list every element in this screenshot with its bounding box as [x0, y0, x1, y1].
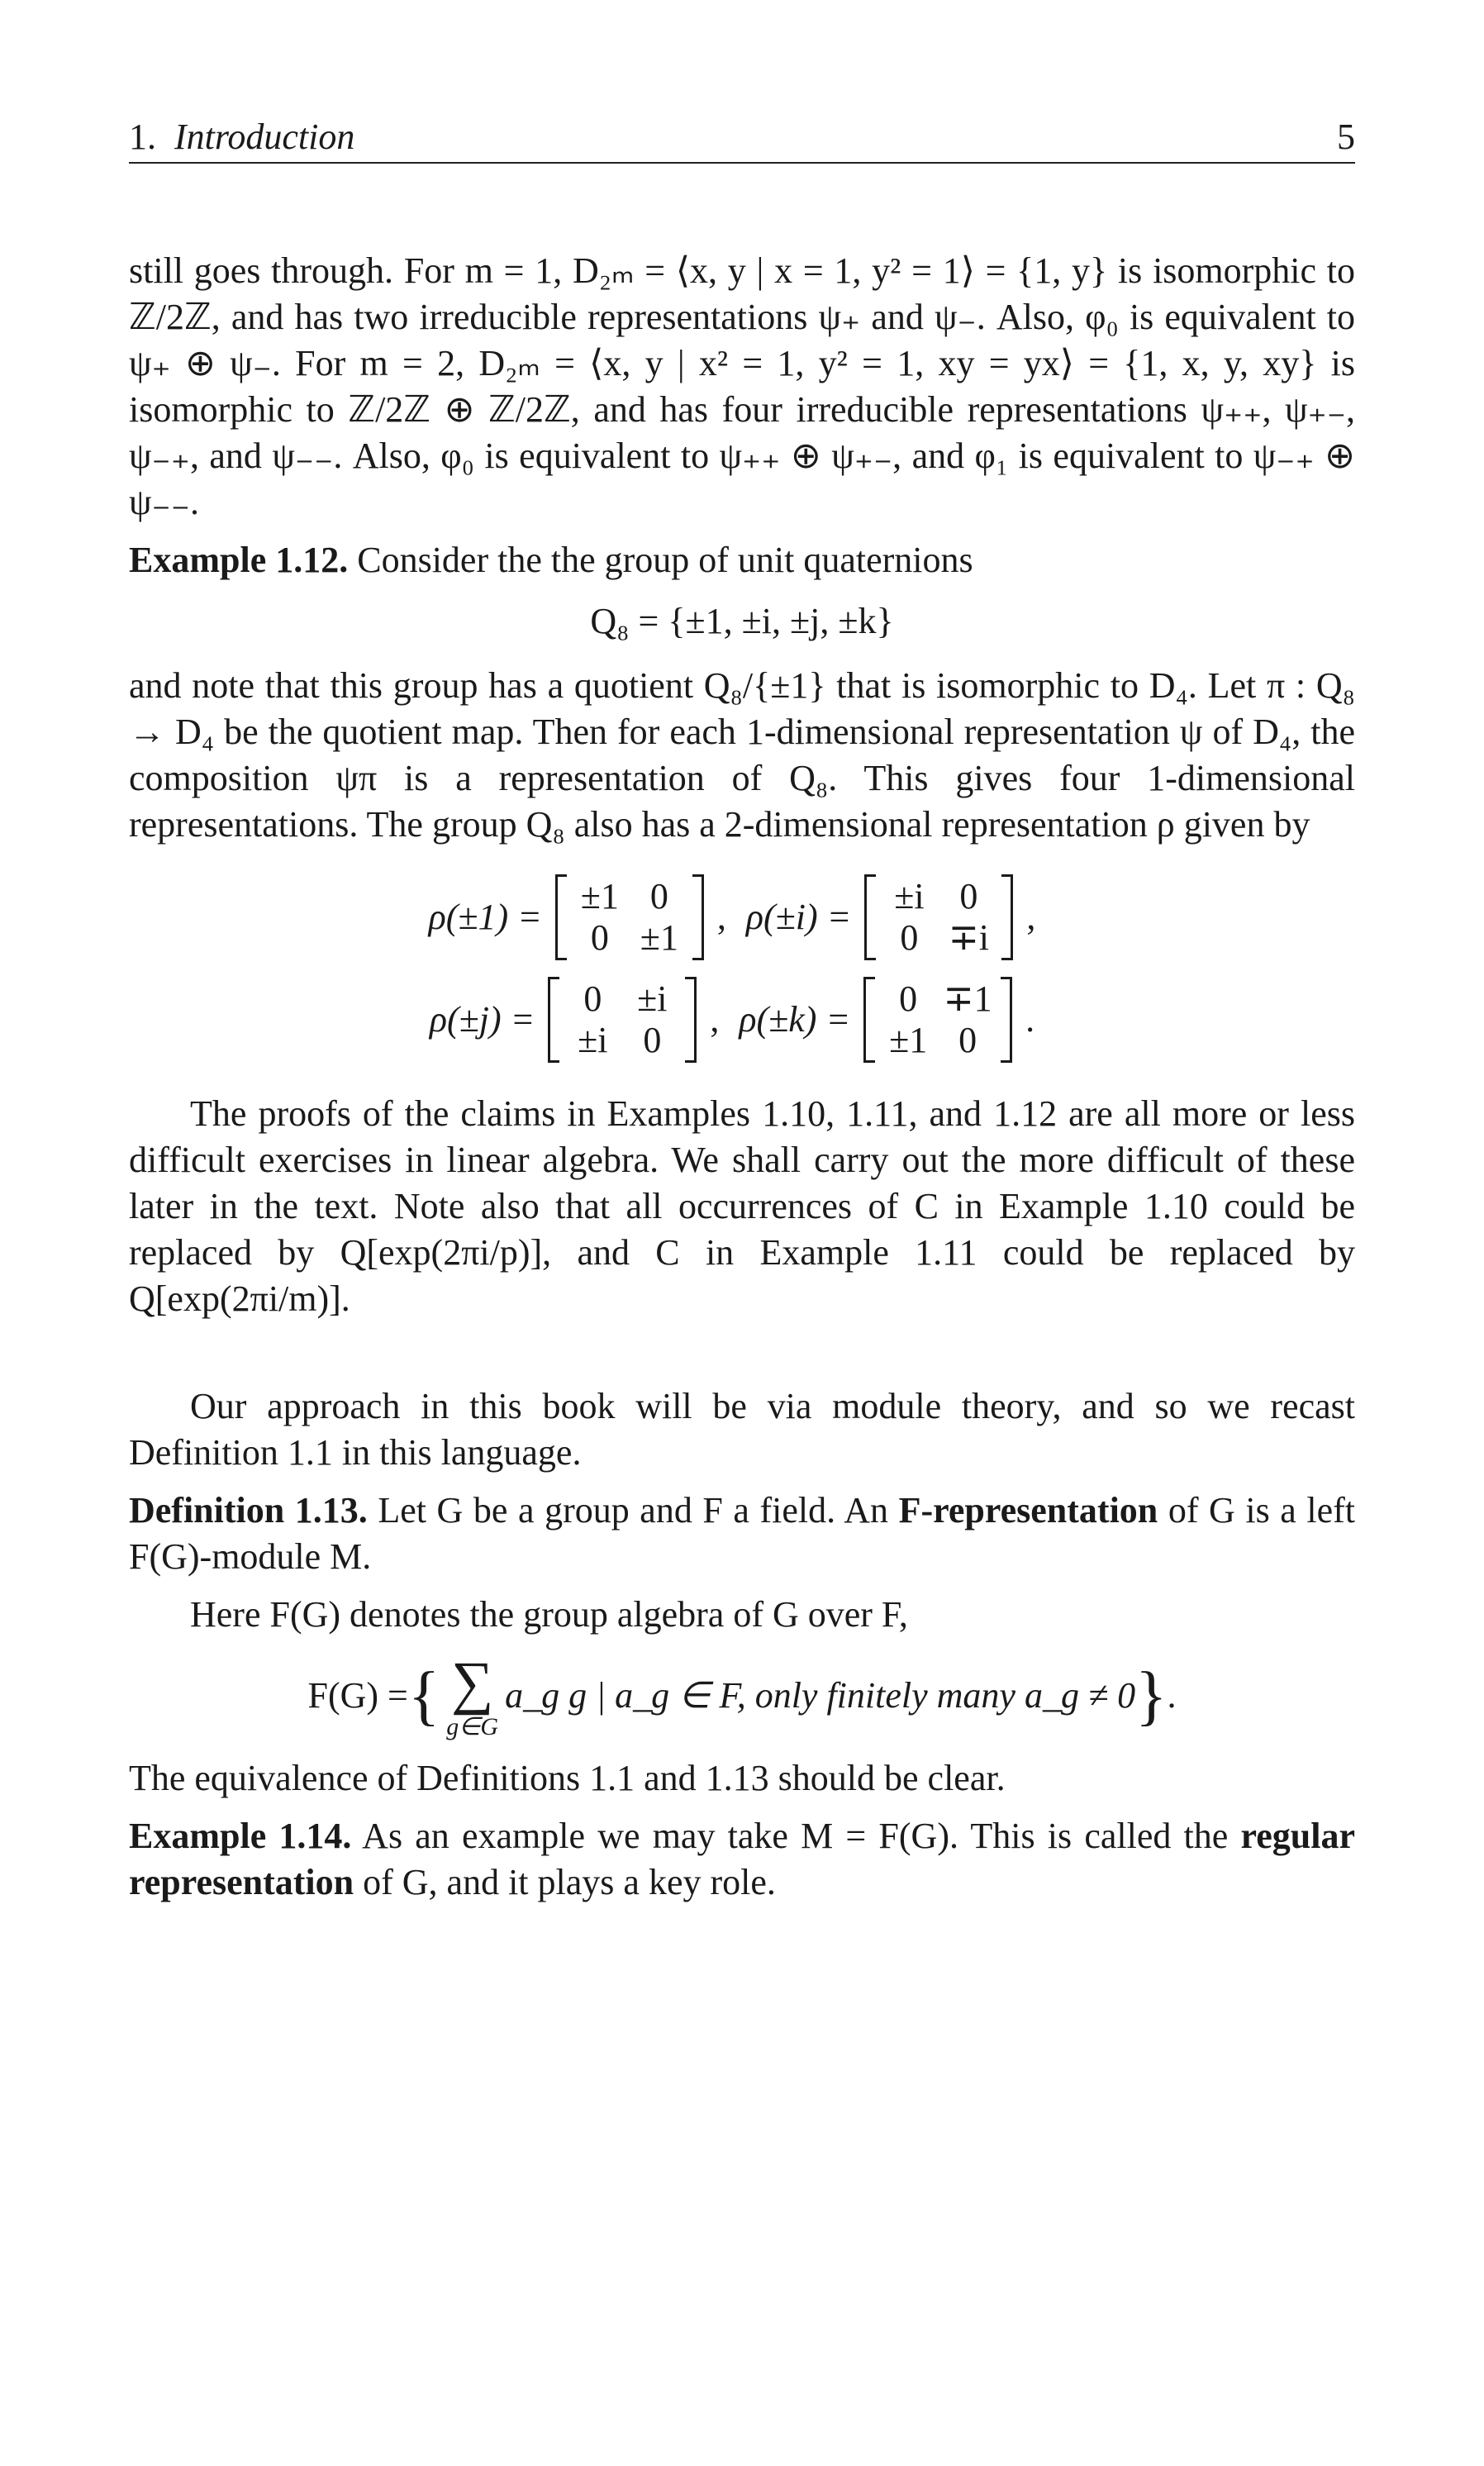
matrix-rho-pmi: [864, 874, 1013, 960]
definition-1-13-label: Definition 1.13.: [129, 1490, 368, 1531]
sigma-symbol: ∑: [451, 1650, 494, 1716]
matrix-cell: 0: [900, 917, 919, 958]
rho-pmi-lhs: ρ(±i) =: [745, 897, 852, 937]
para1-line1: still goes through. For m = 1, D₂ₘ = ⟨x, y | x = 1, y² = 1⟩ = {1, y} is: [129, 250, 1143, 291]
example-1-12-text: and note that this group has a quotient Q₈/{±1} that is isomorphic to D₄. Let π : Q₈ → D₄ be the quotient map. Then for each 1-dimensional representation ψ of D₄, the composition ψπ is a representation of Q₈. This gives four 1-dimensional representations. The group Q₈ also has a 2-dimensional representation ρ given by: [129, 665, 1355, 845]
matrix-row-2: [129, 969, 1355, 1071]
running-header: [129, 116, 1355, 159]
chapter-heading: [129, 116, 354, 158]
page-body: [129, 248, 1355, 1906]
matrix-row-1: [129, 866, 1355, 969]
example-1-12-intro: Consider the the group of unit quaternions: [348, 540, 973, 580]
chapter-number: 1.: [129, 117, 156, 157]
sum-index: g∈G: [446, 1713, 499, 1740]
matrix-cell: 0: [899, 978, 918, 1019]
example-1-14: [129, 1813, 1355, 1906]
definition-1-13-term: F-representation: [898, 1490, 1158, 1531]
matrix-rho-pmj: [548, 977, 697, 1063]
matrix-cell: ∓i: [948, 917, 989, 958]
para1-line3: Also, φ₀ is equivalent to ψ₊ ⊕ ψ₋. For m = 2, D₂ₘ = ⟨x, y | x² = 1, y² =: [129, 297, 1355, 383]
matrix-separator: ,: [716, 897, 726, 937]
matrix-cell: ±i: [637, 978, 668, 1019]
display-period: .: [1167, 1675, 1177, 1716]
open-brace: {: [407, 1659, 440, 1732]
matrix-cell: ∓1: [943, 978, 992, 1019]
matrix-cell: 0: [958, 1020, 977, 1060]
paragraph-equivalence: The equivalence of Definitions 1.1 and 1.13 should be clear.: [129, 1758, 1006, 1798]
matrix-end-period: .: [1025, 999, 1035, 1040]
example-1-14-label: Example 1.14.: [129, 1816, 352, 1856]
para1-line5: irreducible representations ψ₊₊, ψ₊₋, ψ₋₊, and ψ₋₋. Also, φ₀ is equivalent: [129, 389, 1356, 476]
example-1-12: [129, 537, 1355, 583]
matrix-cell: 0: [959, 876, 978, 916]
paragraph-proofs: The proofs of the claims in Examples 1.10, 1.11, and 1.12 are all more or less difficult exercises in linear algebra. We shall carry out the more difficult of these later in the text. Note also that all occurrences of C in Example 1.10 could be replaced by Q[exp(2πi/p)], and C in Example 1.11 could be replaced by Q[exp(2πi/m)].: [129, 1093, 1355, 1319]
example-1-12-label: Example 1.12.: [129, 540, 349, 580]
matrix-cell: ±i: [578, 1020, 608, 1060]
group-algebra-display: [129, 1651, 1355, 1740]
paragraph-continuation: [129, 248, 1355, 526]
sum-block: [446, 1651, 498, 1740]
matrix-cell: ±1: [580, 876, 619, 916]
example-1-14-term: regular representation: [129, 1816, 1355, 1902]
definition-1-13-text-b: of G is a left F(G)-module M.: [129, 1490, 1356, 1577]
matrix-cell: ±i: [894, 876, 925, 916]
rho-pm1-lhs: ρ(±1) =: [428, 897, 542, 937]
rho-pmj-lhs: ρ(±j) =: [429, 999, 535, 1040]
close-brace: }: [1135, 1659, 1168, 1732]
matrix-cell: ±1: [889, 1020, 928, 1060]
paragraph-group-algebra: Here F(G) denotes the group algebra of G over F,: [190, 1594, 908, 1635]
header-rule: [129, 162, 1355, 164]
para1-line6: to ψ₊₊ ⊕ ψ₊₋, and φ₁ is equivalent to ψ₋₊ ⊕ ψ₋₋.: [129, 436, 1356, 522]
group-algebra-lhs: F(G) =: [307, 1675, 408, 1716]
example-1-14-text-a: As an example we may take M = F(G). This is called the: [351, 1816, 1241, 1856]
matrix-separator: ,: [1026, 897, 1036, 937]
matrix-rho-pm1: [555, 874, 704, 960]
matrix-cell: 0: [643, 1020, 662, 1060]
matrix-cell: ±1: [640, 917, 678, 958]
matrix-display: [129, 866, 1355, 1071]
group-algebra-body: a_g g | a_g ∈ F, only finitely many a_g ≠ 0: [505, 1675, 1136, 1716]
example-1-14-text-b: of G, and it plays a key role.: [354, 1862, 776, 1902]
para1-line2: isomorphic to ℤ/2ℤ, and has two irreducible representations ψ₊ and ψ₋.: [129, 250, 1356, 337]
page-number: 5: [1337, 117, 1355, 157]
para1-line4: 1, xy = yx⟩ = {1, x, y, xy} is isomorphic to ℤ/2ℤ ⊕ ℤ/2ℤ, and has four: [129, 343, 1355, 430]
chapter-title: Introduction: [174, 117, 355, 157]
paragraph-approach: Our approach in this book will be via module theory, and so we recast Definition 1.1 in this language.: [129, 1386, 1355, 1473]
matrix-cell: 0: [583, 978, 602, 1019]
matrix-separator: ,: [710, 999, 720, 1040]
definition-1-13: [129, 1488, 1355, 1580]
matrix-rho-pmk: [863, 977, 1012, 1063]
definition-1-13-text-a: Let G be a group and F a field. An: [367, 1490, 899, 1531]
matrix-cell: 0: [649, 876, 668, 916]
q8-display: Q₈ = {±1, ±i, ±j, ±k}: [590, 601, 894, 641]
matrix-cell: 0: [590, 917, 609, 958]
rho-pmk-lhs: ρ(±k) =: [739, 999, 851, 1040]
